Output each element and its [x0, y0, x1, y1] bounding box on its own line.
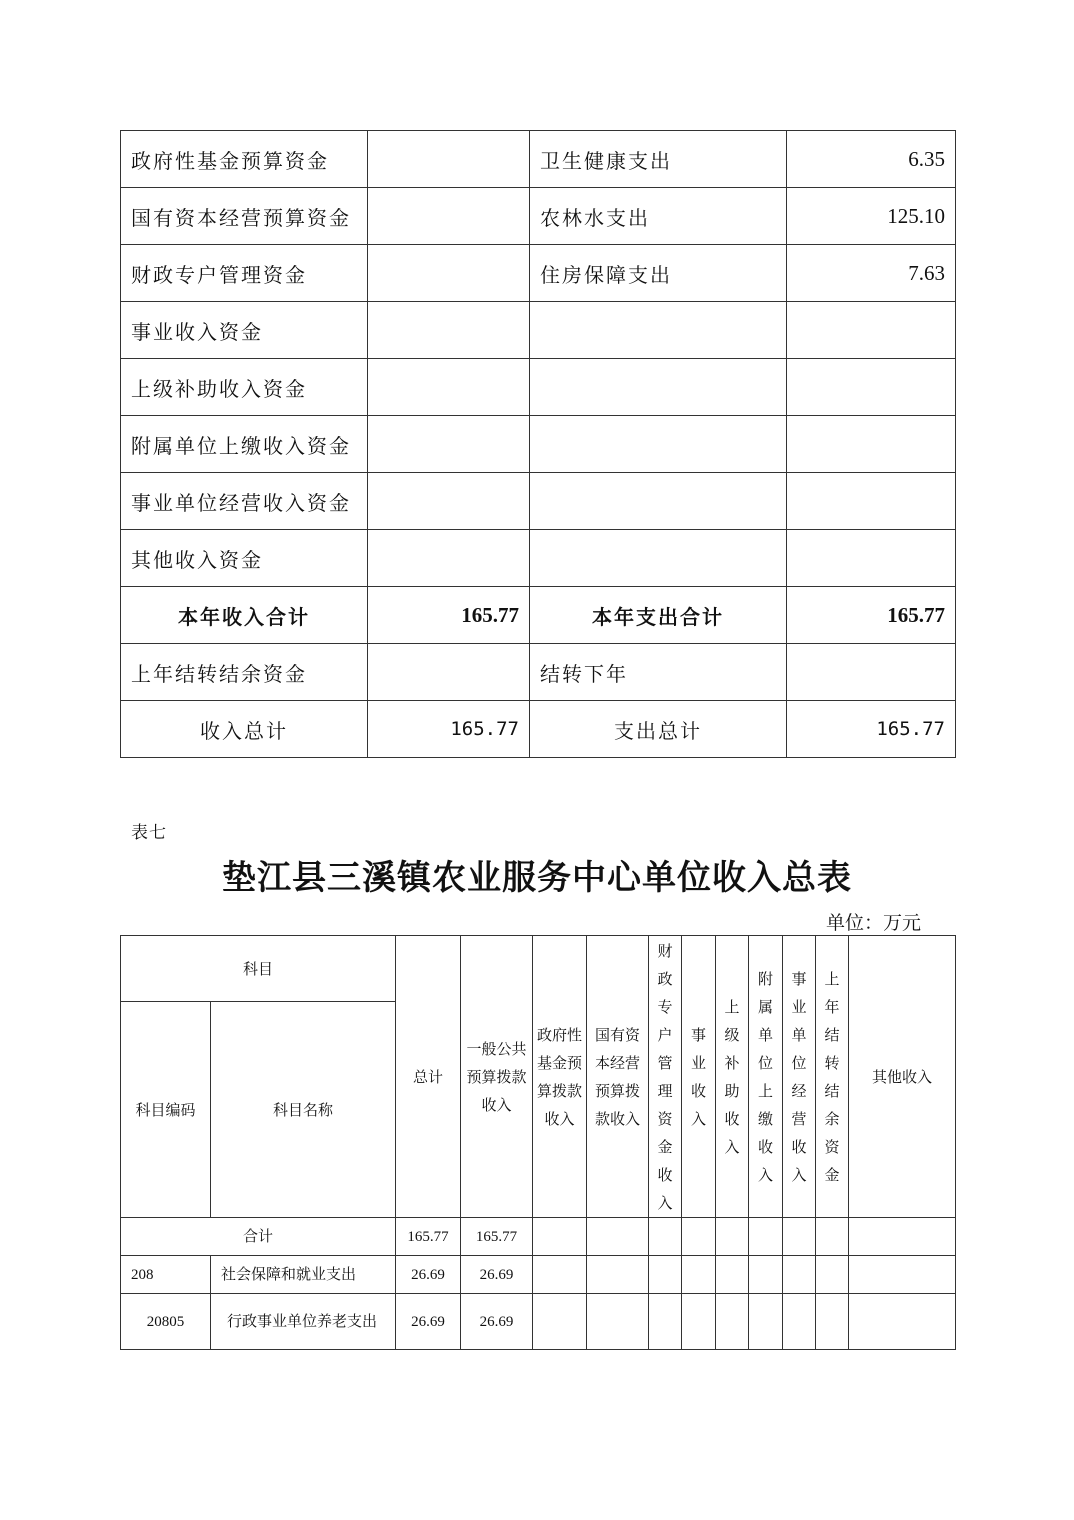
- sum-row: [121, 1218, 956, 1256]
- header-row: [121, 936, 956, 1002]
- header-subject: 科目: [121, 936, 396, 1002]
- header-name: 科目名称: [211, 1002, 396, 1218]
- unit-label: 单位：万元: [826, 912, 922, 934]
- grand-income-label: 收入总计: [121, 701, 368, 758]
- table-row: [121, 1294, 956, 1350]
- carry-row: [121, 644, 956, 701]
- expense-item: 住房保障支出: [530, 245, 787, 302]
- header-superior: 上级补助收入: [716, 936, 749, 1218]
- income-item: 国有资本经营预算资金: [121, 188, 368, 245]
- income-value: [368, 188, 530, 245]
- expense-item: 卫生健康支出: [530, 131, 787, 188]
- grand-expense-label: 支出总计: [530, 701, 787, 758]
- expense-value: [787, 473, 956, 530]
- income-value: [368, 416, 530, 473]
- table-row: [121, 245, 956, 302]
- header-code: 科目编码: [121, 1002, 211, 1218]
- grand-total-row: [121, 701, 956, 758]
- sum-general: 165.77: [461, 1218, 533, 1256]
- expense-value: [787, 530, 956, 587]
- subject-code: 20805: [121, 1294, 211, 1350]
- row-total: 26.69: [396, 1256, 461, 1294]
- page-title: 垫江县三溪镇农业服务中心单位收入总表: [222, 858, 852, 898]
- carry-income-value: [368, 644, 530, 701]
- income-item: 事业单位经营收入资金: [121, 473, 368, 530]
- row-total: 26.69: [396, 1294, 461, 1350]
- grand-expense-value: 165.77: [787, 701, 956, 758]
- header-general: 一般公共预算拨款收入: [461, 936, 533, 1218]
- table-row: [121, 131, 956, 188]
- carry-expense-label: 结转下年: [530, 644, 787, 701]
- header-state-capital: 国有资本经营预算拨款收入: [587, 936, 649, 1218]
- sum-label: 合计: [121, 1218, 396, 1256]
- sum-total: 165.77: [396, 1218, 461, 1256]
- year-income-total-value: 165.77: [368, 587, 530, 644]
- header-total: 总计: [396, 936, 461, 1218]
- subject-name: 社会保障和就业支出: [211, 1256, 396, 1294]
- table-row: [121, 188, 956, 245]
- table-row: [121, 416, 956, 473]
- header-business: 事业收入: [682, 936, 716, 1218]
- subject-code: 208: [121, 1256, 211, 1294]
- expense-item: [530, 302, 787, 359]
- header-affiliated: 附属单位上缴收入: [749, 936, 783, 1218]
- subject-name: 行政事业单位养老支出: [211, 1294, 396, 1350]
- income-value: [368, 473, 530, 530]
- row-general: 26.69: [461, 1256, 533, 1294]
- year-expense-total-value: 165.77: [787, 587, 956, 644]
- expense-item: [530, 530, 787, 587]
- carry-expense-value: [787, 644, 956, 701]
- income-value: [368, 302, 530, 359]
- header-carryover: 上年结转结余资金: [816, 936, 849, 1218]
- table-row: [121, 1256, 956, 1294]
- expense-item: 农林水支出: [530, 188, 787, 245]
- income-value: [368, 359, 530, 416]
- income-value: [368, 131, 530, 188]
- expense-value: 6.35: [787, 131, 956, 188]
- header-other: 其他收入: [849, 936, 956, 1218]
- income-value: [368, 245, 530, 302]
- expense-item: [530, 473, 787, 530]
- expense-value: [787, 302, 956, 359]
- income-item: 其他收入资金: [121, 530, 368, 587]
- table-row: [121, 302, 956, 359]
- table-row: [121, 473, 956, 530]
- expense-value: 125.10: [787, 188, 956, 245]
- expense-item: [530, 359, 787, 416]
- income-item: 附属单位上缴收入资金: [121, 416, 368, 473]
- income-item: 政府性基金预算资金: [121, 131, 368, 188]
- income-expense-table: [120, 130, 956, 758]
- year-income-total-label: 本年收入合计: [121, 587, 368, 644]
- table-row: [121, 359, 956, 416]
- expense-value: [787, 416, 956, 473]
- header-fiscal-special: 财政专户管理资金收入: [649, 936, 682, 1218]
- year-total-row: [121, 587, 956, 644]
- carry-income-label: 上年结转结余资金: [121, 644, 368, 701]
- table-label: 表七: [131, 823, 167, 843]
- unit-income-table: [120, 935, 956, 1350]
- income-item: 上级补助收入资金: [121, 359, 368, 416]
- grand-income-value: 165.77: [368, 701, 530, 758]
- expense-value: 7.63: [787, 245, 956, 302]
- header-gov-fund: 政府性基金预算拨款收入: [533, 936, 587, 1218]
- expense-value: [787, 359, 956, 416]
- table-row: [121, 530, 956, 587]
- income-item: 财政专户管理资金: [121, 245, 368, 302]
- year-expense-total-label: 本年支出合计: [530, 587, 787, 644]
- header-operating: 事业单位经营收入: [783, 936, 816, 1218]
- expense-item: [530, 416, 787, 473]
- income-value: [368, 530, 530, 587]
- income-item: 事业收入资金: [121, 302, 368, 359]
- row-general: 26.69: [461, 1294, 533, 1350]
